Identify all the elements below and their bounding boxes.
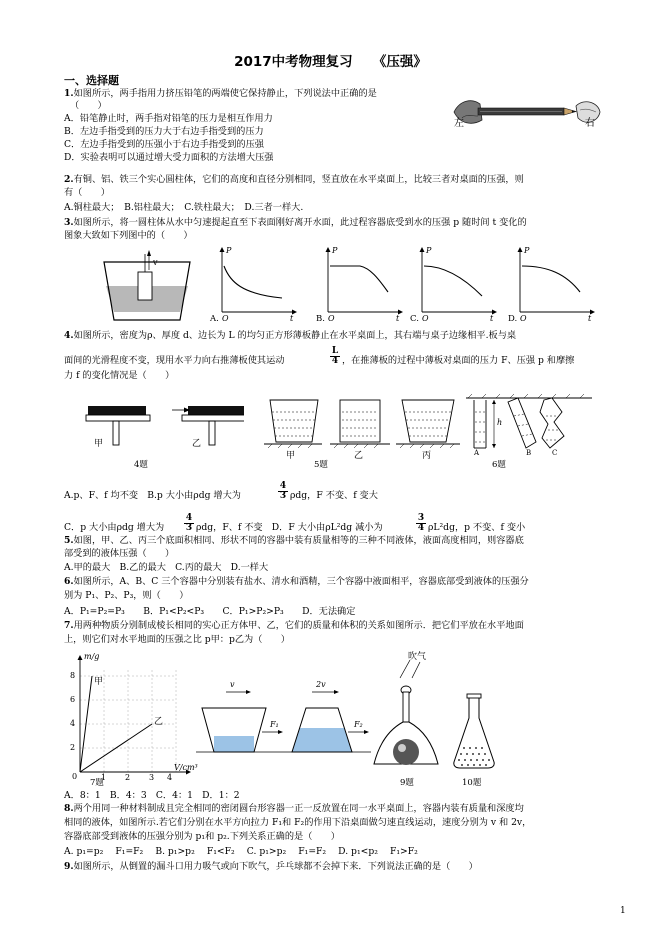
q3-graph-t-label: t xyxy=(396,314,400,323)
q3-graph-curve-concave-curve xyxy=(224,266,282,298)
q4-option-cd-pre: C．p 大小由ρdg 增大为 xyxy=(64,522,165,533)
q3-stem-line2: 图象大致如下列图中的（ ） xyxy=(64,230,193,241)
fig4-jia-label: 甲 xyxy=(94,439,104,449)
xtick-4: 4 xyxy=(167,773,173,782)
fig4-yi-label: 乙 xyxy=(192,439,202,449)
q2-options: A.铜柱最大； B.铝柱最大； C.铁柱最大； D.三者一样大. xyxy=(64,202,304,213)
q3-graph-c xyxy=(410,246,498,326)
q1-paren: （ ） xyxy=(70,100,107,111)
q1-option-d: D．实验表明可以通过增大受力面积的方法增大压强 xyxy=(64,152,274,163)
fig5-yi-label: 乙 xyxy=(354,451,364,461)
q3-graph-a xyxy=(210,246,298,326)
q5-figure xyxy=(262,392,462,468)
q4-stem-line2b: ，在推薄板的过程中薄板对桌面的压力 F、压强 p 和摩擦 xyxy=(342,355,575,366)
xtick-2: 2 xyxy=(125,773,131,782)
fig6-c-label: C xyxy=(552,449,558,457)
q3-graph-t-label: t xyxy=(290,314,294,323)
q3-graph-d xyxy=(508,246,596,326)
fig6-caption: 6题 xyxy=(492,460,506,470)
graph-jia-label: 甲 xyxy=(94,677,104,687)
ytick-4: 4 xyxy=(70,719,76,728)
q3-graph-p-label: P xyxy=(524,246,530,255)
q7-stem-line2: 上，则它们对水平地面的压强之比 p甲：p乙为（ ） xyxy=(64,634,290,645)
q5-stem-line1: 5.如图，甲、乙、丙三个底面积相同、形状不同的容器中装有质量相等的三种不同液体，液面高度相同，则容器底 xyxy=(64,535,524,546)
q7-stem-line1: 7.用两种物质分别制成棱长相同的实心正方体甲、乙，它们的质量和体积的关系如图所示．把它们平放在水平地面 xyxy=(64,620,524,631)
fig-left-label: 左 xyxy=(454,118,464,129)
q4-option-ab-post: ρdg，F 不变、f 变大 xyxy=(290,490,378,501)
fig8-f2-label: F₂ xyxy=(354,720,363,729)
fig6-h-label: h xyxy=(497,418,503,427)
q3-graph-curve-convex-curve xyxy=(522,266,580,292)
q3-graph-letter: A. xyxy=(210,314,219,324)
graph-xlabel: V/cm³ xyxy=(174,763,198,772)
section-heading: 一、选择题 xyxy=(64,74,119,87)
q1-option-c: C．左边手指受到的压强小于右边手指受到的压强 xyxy=(64,139,264,150)
q3-graph-letter: B. xyxy=(316,314,325,324)
ytick-2: 2 xyxy=(70,743,76,752)
q7-mass-volume-graph xyxy=(64,650,199,785)
fig6-b-label: B xyxy=(526,449,532,457)
q3-graph-origin: O xyxy=(520,314,527,323)
page-title: 2017中考物理复习 《压强》 xyxy=(234,54,427,70)
fig10-caption: 10题 xyxy=(462,778,482,788)
q9-funnel-figure xyxy=(370,648,450,773)
q3-graph-b xyxy=(316,246,404,326)
velocity-label: v xyxy=(153,258,158,267)
q2-stem-line1: 2.有铜、铝、铁三个实心圆柱体，它们的高度和直径分别相同，竖直放在水平桌面上，比较三者对桌面的压强，则 xyxy=(64,174,524,185)
fig-right-label: 右 xyxy=(585,118,595,129)
fig5-jia-label: 甲 xyxy=(286,451,296,461)
q8-figure xyxy=(196,672,371,772)
q9-stem: 9.如图所示，从倒置的漏斗口用力吸气或向下吹气，乒乓球都不会掉下来．下列说法正确的是（ ） xyxy=(64,861,478,872)
q3-graph-curve-gentle-decline xyxy=(424,266,482,296)
q3-graph-p-label: P xyxy=(426,246,432,255)
q6-stem-line1: 6.如图所示，A、B、C 三个容器中分别装有盐水、清水和酒精，三个容器中液面相平，容器底部受到液体的压强分 xyxy=(64,576,529,587)
q3-graph-t-label: t xyxy=(490,314,494,323)
q4-option-c-fraction: $\frac{4}{3}$ xyxy=(185,513,193,533)
q4-stem-line3: 力 f 的变化情况是（ ） xyxy=(64,370,175,381)
q4-stem-line2a: 面间的光滑程度不变，现用水平力向右推薄板使其运动 xyxy=(64,355,285,366)
q5-options: A.甲的最大 B.乙的最大 C.丙的最大 D.一样大 xyxy=(64,562,269,573)
q8-options: A. p₁=p₂ F₁=F₂ B. p₁>p₂ F₁<F₂ C. p₁>p₂ F₁=F₂ D. p₁<p₂ F₁>F₂ xyxy=(64,846,418,857)
ytick-6: 6 xyxy=(70,695,76,704)
q4-option-b-fraction: $\frac{4}{3}$ xyxy=(279,481,287,501)
q4-fraction-l-over-4: $\frac{L}{4}$ xyxy=(331,346,339,366)
q3-graph-letter: C. xyxy=(410,314,419,324)
q8-stem-line1: 8.两个用同一种材料制成且完全相同的密闭圆台形容器一正一反放置在同一水平桌面上，容器内装有质量和深度均 xyxy=(64,803,524,814)
q3-graph-origin: O xyxy=(422,314,429,323)
graph-origin: 0 xyxy=(72,772,78,781)
fig8-2v-label: 2v xyxy=(316,680,326,689)
q4-option-d-fraction: $\frac{3}{4}$ xyxy=(417,513,425,533)
q4-option-cd-mid: ρdg，F、f 不变 D．F 大小由ρL²dg 减小为 xyxy=(196,522,383,533)
q5-stem-line2: 部受到的液体压强（ ） xyxy=(64,548,175,559)
xtick-1: 1 xyxy=(101,773,107,782)
q4-option-cd-post: ρL²dg，p 不变、f 变小 xyxy=(428,522,526,533)
q3-graph-t-label: t xyxy=(588,314,592,323)
q3-graph-letter: D. xyxy=(508,314,518,324)
q2-stem-line2: 有（ ） xyxy=(64,187,110,198)
q3-graph-curve-flat-then-drop xyxy=(330,266,388,292)
q3-graph-p-label: P xyxy=(332,246,338,255)
q8-stem-line2: 相同的液体，如图所示.若它们分别在水平方向拉力 F₁和 F₂的作用下沿桌面做匀速直线运动，速度分别为 v 和 2v， xyxy=(64,817,532,828)
q3-graph-p-label: P xyxy=(226,246,232,255)
page-number: 1 xyxy=(620,906,626,916)
fig8-v-label: v xyxy=(230,680,235,689)
q7-options: A．8：1 B．4：3 C．4：1 D．1：2 xyxy=(64,790,240,801)
q3-graph-origin: O xyxy=(222,314,229,323)
q3-stem-line1: 3.如图所示，将一圆柱体从水中匀速提起直至下表面刚好离开水面，此过程容器底受到水的压强 p 随时间 t 变化的 xyxy=(64,217,527,228)
q4-stem-line1: 4.如图所示，密度为ρ、厚度 d、边长为 L 的均匀正方形薄板静止在水平桌面上，其右端与桌子边缘相平.板与桌 xyxy=(64,330,517,341)
q1-option-a: A．铅笔静止时，两手指对铅笔的压力是相互作用力 xyxy=(64,113,273,124)
q10-flask-figure xyxy=(450,692,498,772)
q4-option-ab-pre: A.p、F、f 均不变 B.p 大小由ρdg 增大为 xyxy=(64,490,241,501)
xtick-3: 3 xyxy=(149,773,155,782)
graph-yi-label: 乙 xyxy=(154,717,164,727)
graph-ylabel: m/g xyxy=(84,652,100,661)
pencil-figure xyxy=(452,88,602,136)
fig9-caption: 9题 xyxy=(400,778,414,788)
q4-figure xyxy=(64,396,244,468)
q3-container-figure xyxy=(100,248,195,326)
ytick-8: 8 xyxy=(70,671,76,680)
fig7-caption: 7题 xyxy=(90,778,104,788)
q1-option-b: B．左边手指受到的压力大于右边手指受到的压力 xyxy=(64,126,264,137)
fig5-caption: 5题 xyxy=(314,460,328,470)
fig9-chuiqi-label: 吹气 xyxy=(408,652,427,662)
q6-stem-line2: 别为 P₁、P₂、P₃，则（ ） xyxy=(64,590,189,601)
fig8-f1-label: F₁ xyxy=(270,720,279,729)
q1-stem: 1.如图所示，两手指用力挤压铅笔的两端使它保持静止，下列说法中正确的是 xyxy=(64,88,377,99)
q6-figure xyxy=(464,392,594,468)
fig6-a-label: A xyxy=(474,449,480,457)
q6-options: A．P₁=P₂=P₃ B．P₁<P₂<P₃ C．P₁>P₂>P₃ D．无法确定 xyxy=(64,606,356,617)
fig5-bing-label: 丙 xyxy=(422,451,432,461)
fig4-caption: 4题 xyxy=(134,460,148,470)
q8-stem-line3: 容器底部受到液体的压强分别为 p₁和 p₂.下列关系正确的是（ ） xyxy=(64,831,340,842)
q3-graph-origin: O xyxy=(328,314,335,323)
